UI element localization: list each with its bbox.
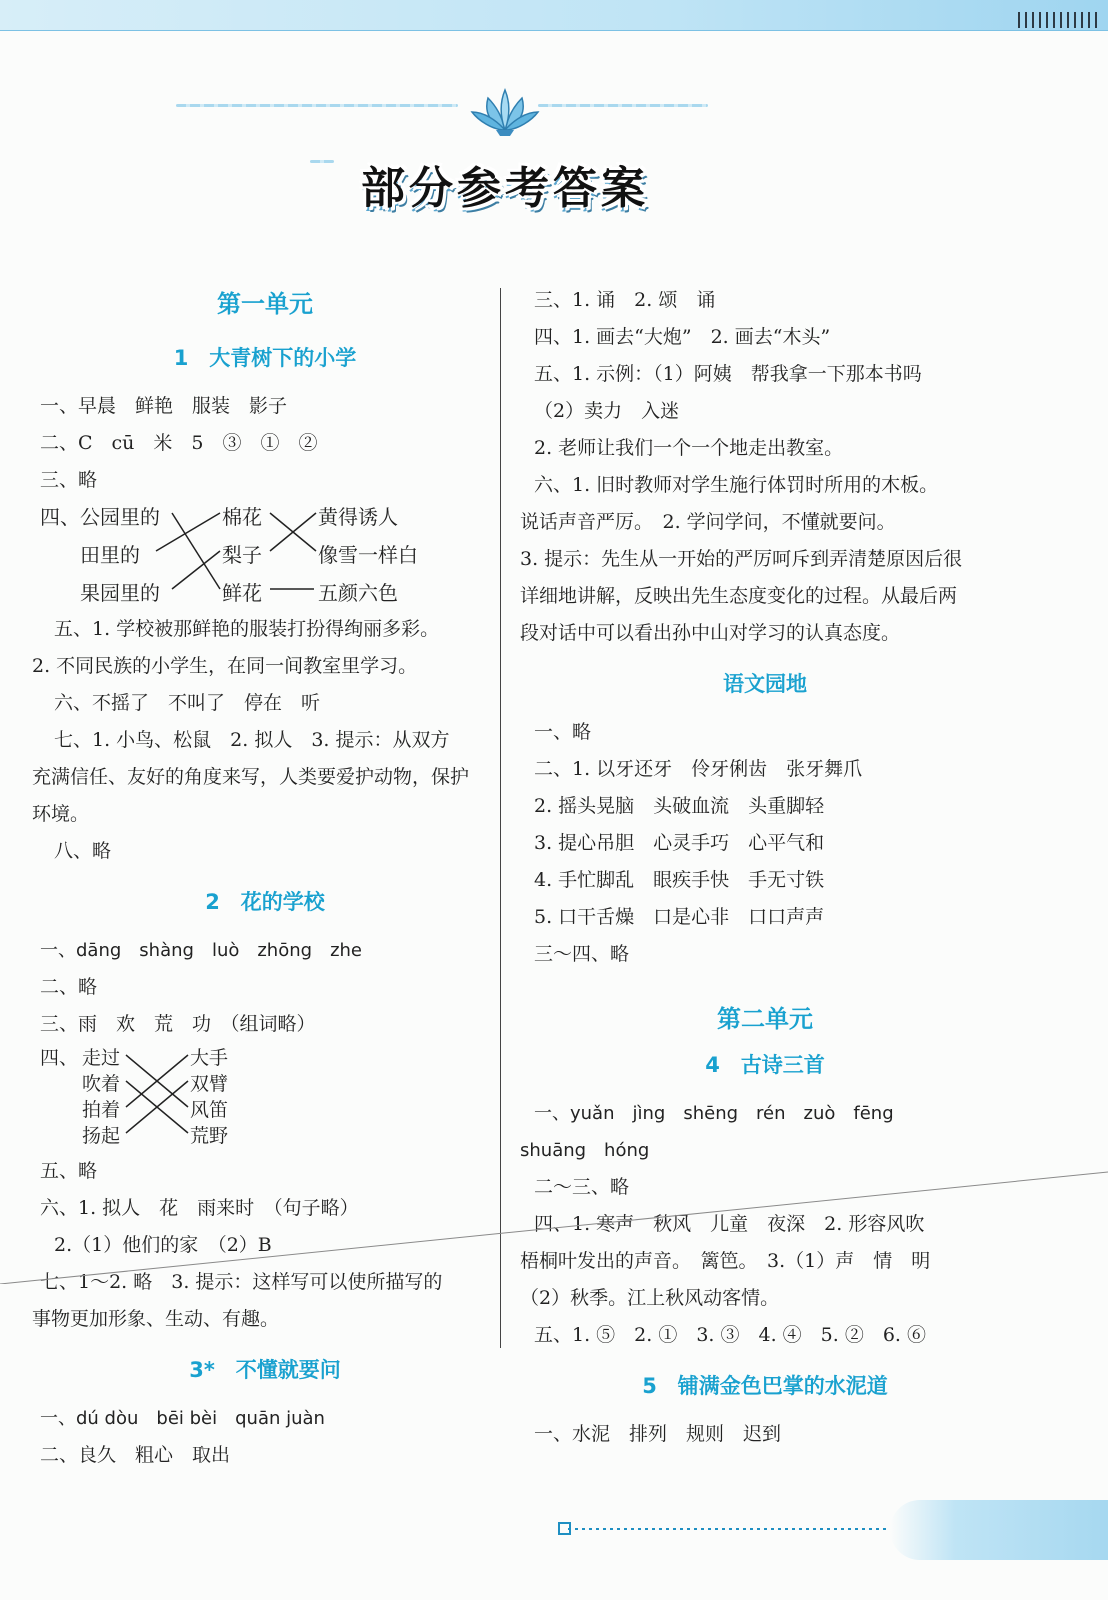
match-left-item: 果园里的 [80, 581, 160, 605]
pinyin-line: 一、dāng shàng luò zhōng zhe [40, 940, 362, 961]
answer-line: 三、略 [40, 469, 98, 491]
answer-line: 说话声音严厉。 2. 学问学问，不懂就要问。 [520, 511, 896, 533]
answer-line: 5. 口干舌燥 口是心非 口口声声 [534, 906, 825, 928]
match-right-item: 风笛 [190, 1099, 229, 1121]
match-right-item: 大手 [190, 1047, 229, 1069]
match-prefix: 四、 [40, 505, 80, 529]
answer-line: （2）卖力 入迷 [534, 400, 680, 422]
lesson-heading: 1 大青树下的小学 [173, 346, 357, 370]
pinyin-line: 一、dú dòu bēi bèi quān juàn [40, 1408, 325, 1429]
answer-line: 五、1. 示例：（1）阿姨 帮我拿一下那本书吗 [534, 363, 922, 385]
answer-line: 六、不摇了 不叫了 停在 听 [54, 692, 321, 714]
answer-line: 二、良久 粗心 取出 [40, 1444, 231, 1466]
answer-line: 2.（1）他们的家 （2）B [54, 1234, 272, 1256]
match-left-item: 公园里的 [80, 505, 160, 529]
lesson-heading: 4 古诗三首 [705, 1053, 825, 1077]
answer-line: 3. 提心吊胆 心灵手巧 心平气和 [534, 832, 825, 854]
match-mid-item: 鲜花 [222, 581, 262, 605]
answer-line: 一、略 [534, 721, 592, 743]
lesson-heading: 3* 不懂就要问 [189, 1358, 341, 1382]
answer-line: 二～三、略 [534, 1176, 630, 1198]
answer-line: 二、1. 以牙还牙 伶牙俐齿 张牙舞爪 [534, 758, 863, 780]
footer-dotted-line [568, 1528, 888, 1530]
answer-line: 3. 提示：先生从一开始的严厉呵斥到弄清楚原因后很 [520, 548, 963, 570]
answer-line: 四、1. 寒声 秋风 儿童 夜深 2. 形容风吹 [534, 1213, 925, 1235]
answer-line: 2. 摇头晃脑 头破血流 头重脚轻 [534, 795, 825, 817]
match-mid-item: 棉花 [222, 505, 262, 529]
top-banner [0, 0, 1108, 31]
match-mid-item: 梨子 [222, 543, 262, 567]
answer-line: 梧桐叶发出的声音。 篱笆。 3.（1）声 情 明 [520, 1250, 931, 1272]
match-right-item: 五颜六色 [318, 581, 398, 605]
answer-line: 充满信任、友好的角度来写，人类要爱护动物，保护 [32, 766, 470, 788]
answer-line: 六、1. 拟人 花 雨来时 （句子略） [40, 1197, 359, 1219]
title-deco-line-right [538, 104, 708, 107]
pinyin-line: 一、yuǎn jìng shēng rén zuò fēng [534, 1103, 894, 1124]
lesson-heading: 5 铺满金色巴掌的水泥道 [642, 1374, 888, 1398]
page-fold-line [0, 1164, 1108, 1284]
unit-heading: 第一单元 [217, 290, 313, 318]
match-left-item: 田里的 [80, 543, 140, 567]
left-column [32, 278, 490, 1474]
footer-banner [890, 1500, 1108, 1560]
answer-line: 三～四、略 [534, 943, 630, 965]
answer-line: 五、1. ⑤ 2. ① 3. ③ 4. ④ 5. ② 6. ⑥ [534, 1324, 927, 1346]
answer-line: 七、1～2. 略 3. 提示：这样写可以使所描写的 [40, 1271, 443, 1293]
pinyin-line: shuāng hóng [520, 1140, 650, 1161]
answer-line: （2）秋季。江上秋风动客情。 [520, 1287, 780, 1309]
answer-line: 五、1. 学校被那鲜艳的服装打扮得绚丽多彩。 [54, 618, 440, 640]
unit-heading: 第二单元 [717, 1005, 813, 1033]
answer-line: 二、C cū 米 5 ③ ① ② [40, 432, 318, 454]
match-lines [40, 1043, 490, 1153]
answer-line: 环境。 [32, 803, 90, 825]
answer-line: 2. 不同民族的小学生，在同一间教室里学习。 [32, 655, 418, 677]
answer-line: 二、略 [40, 976, 98, 998]
answer-line: 三、1. 诵 2. 颂 诵 [534, 289, 716, 311]
match-right-item: 黄得诱人 [318, 505, 398, 529]
match-prefix: 四、 [40, 1047, 79, 1069]
match-left-item: 拍着 [82, 1099, 121, 1121]
section-heading: 语文园地 [723, 672, 807, 696]
page-title: 部分参考答案 [361, 163, 649, 214]
answer-line: 六、1. 旧时教师对学生施行体罚时所用的木板。 [534, 474, 939, 496]
answer-line: 一、早晨 鲜艳 服装 影子 [40, 395, 288, 417]
answer-line: 三、雨 欢 荒 功 （组词略） [40, 1013, 316, 1035]
answer-line: 七、1. 小鸟、松鼠 2. 拟人 3. 提示：从双方 [54, 729, 450, 751]
answer-line: 一、水泥 排列 规则 迟到 [534, 1423, 782, 1445]
answer-line: 事物更加形象、生动、有趣。 [32, 1308, 280, 1330]
match-right-item: 双臂 [190, 1073, 229, 1095]
match-right-item: 荒野 [190, 1125, 229, 1147]
matching-exercise [40, 1043, 490, 1153]
answer-line: 4. 手忙脚乱 眼疾手快 手无寸铁 [534, 869, 825, 891]
answer-line: 五、略 [40, 1160, 98, 1182]
match-left-item: 走过 [82, 1047, 121, 1069]
answer-line: 段对话中可以看出孙中山对学习的认真态度。 [520, 622, 901, 644]
lesson-heading: 2 花的学校 [205, 890, 325, 914]
title-deco-line-left [176, 104, 458, 107]
answer-line: 八、略 [54, 840, 112, 862]
answer-line: 详细地讲解，反映出先生态度变化的过程。从最后两 [520, 585, 958, 607]
answer-line: 2. 老师让我们一个一个地走出教室。 [534, 437, 844, 459]
match-right-item: 像雪一样白 [318, 543, 418, 567]
lotus-icon [470, 86, 540, 136]
answer-line: 四、1. 画去“大炮” 2. 画去“木头” [534, 326, 831, 348]
match-left-item: 吹着 [82, 1073, 121, 1095]
match-left-item: 扬起 [82, 1125, 121, 1147]
barcode-ticks [1018, 12, 1102, 28]
